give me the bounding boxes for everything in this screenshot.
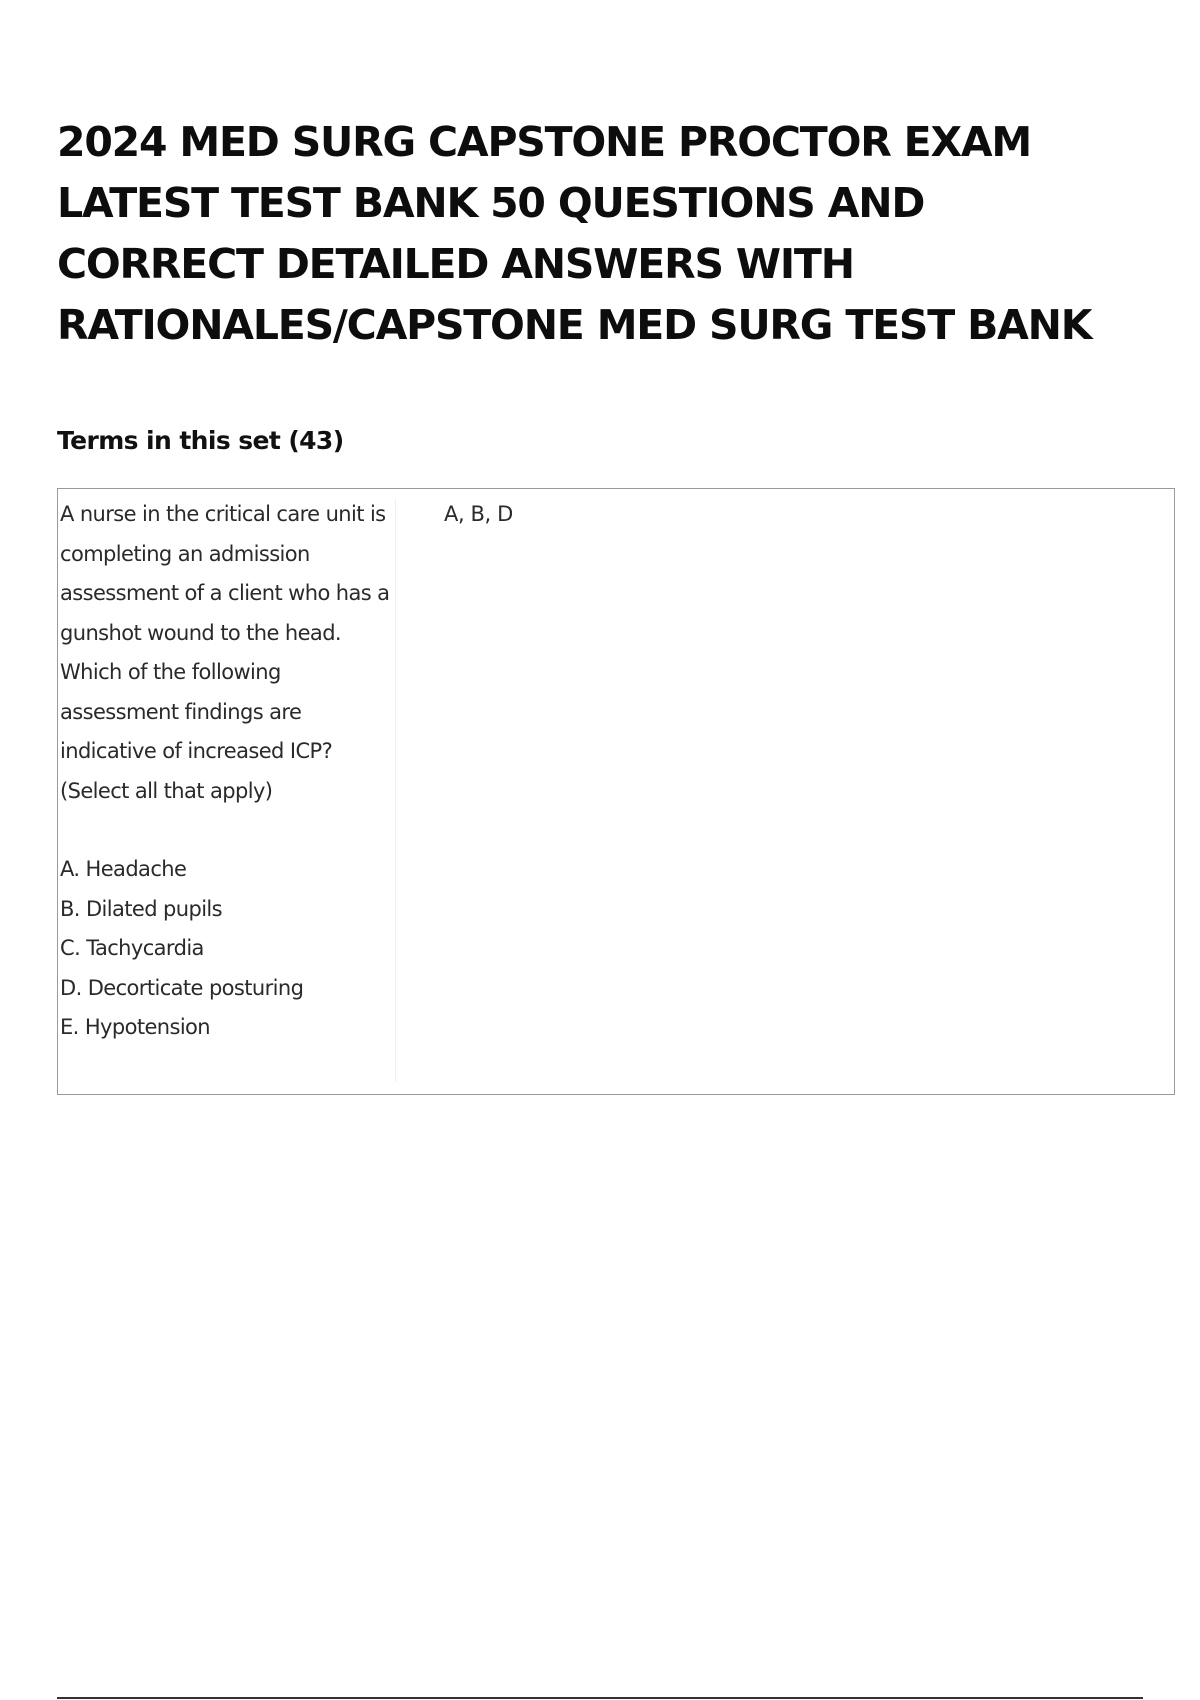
title-line: CORRECT DETAILED ANSWERS WITH <box>57 240 854 288</box>
option-item: D. Decorticate posturing <box>60 975 304 1000</box>
option-item: B. Dilated pupils <box>60 896 223 921</box>
document-title <box>57 112 1177 356</box>
option-item: C. Tachycardia <box>60 936 204 960</box>
option-item: E. Hypotension <box>60 1015 211 1039</box>
title-line: RATIONALES/CAPSTONE MED SURG TEST BANK <box>57 301 1092 349</box>
footer-divider <box>57 1697 1143 1699</box>
column-divider <box>395 499 396 1082</box>
terms-table <box>57 488 1175 1095</box>
terms-count-heading: Terms in this set (43) <box>57 426 344 455</box>
term-answer-cell: A, B, D <box>444 502 513 526</box>
option-item: A. Headache <box>60 857 187 881</box>
question-text: A nurse in the critical care unit is completing an admission assessment of a client who has a gunshot wound to the head. Which of the following assessment findings are indicative of increased ICP? (Select all that apply) <box>60 502 390 803</box>
title-line: LATEST TEST BANK 50 QUESTIONS AND <box>57 179 925 227</box>
title-line: 2024 MED SURG CAPSTONE PROCTOR EXAM <box>57 118 1032 166</box>
term-question-cell <box>60 495 395 1048</box>
answer-options-list <box>60 850 395 1048</box>
